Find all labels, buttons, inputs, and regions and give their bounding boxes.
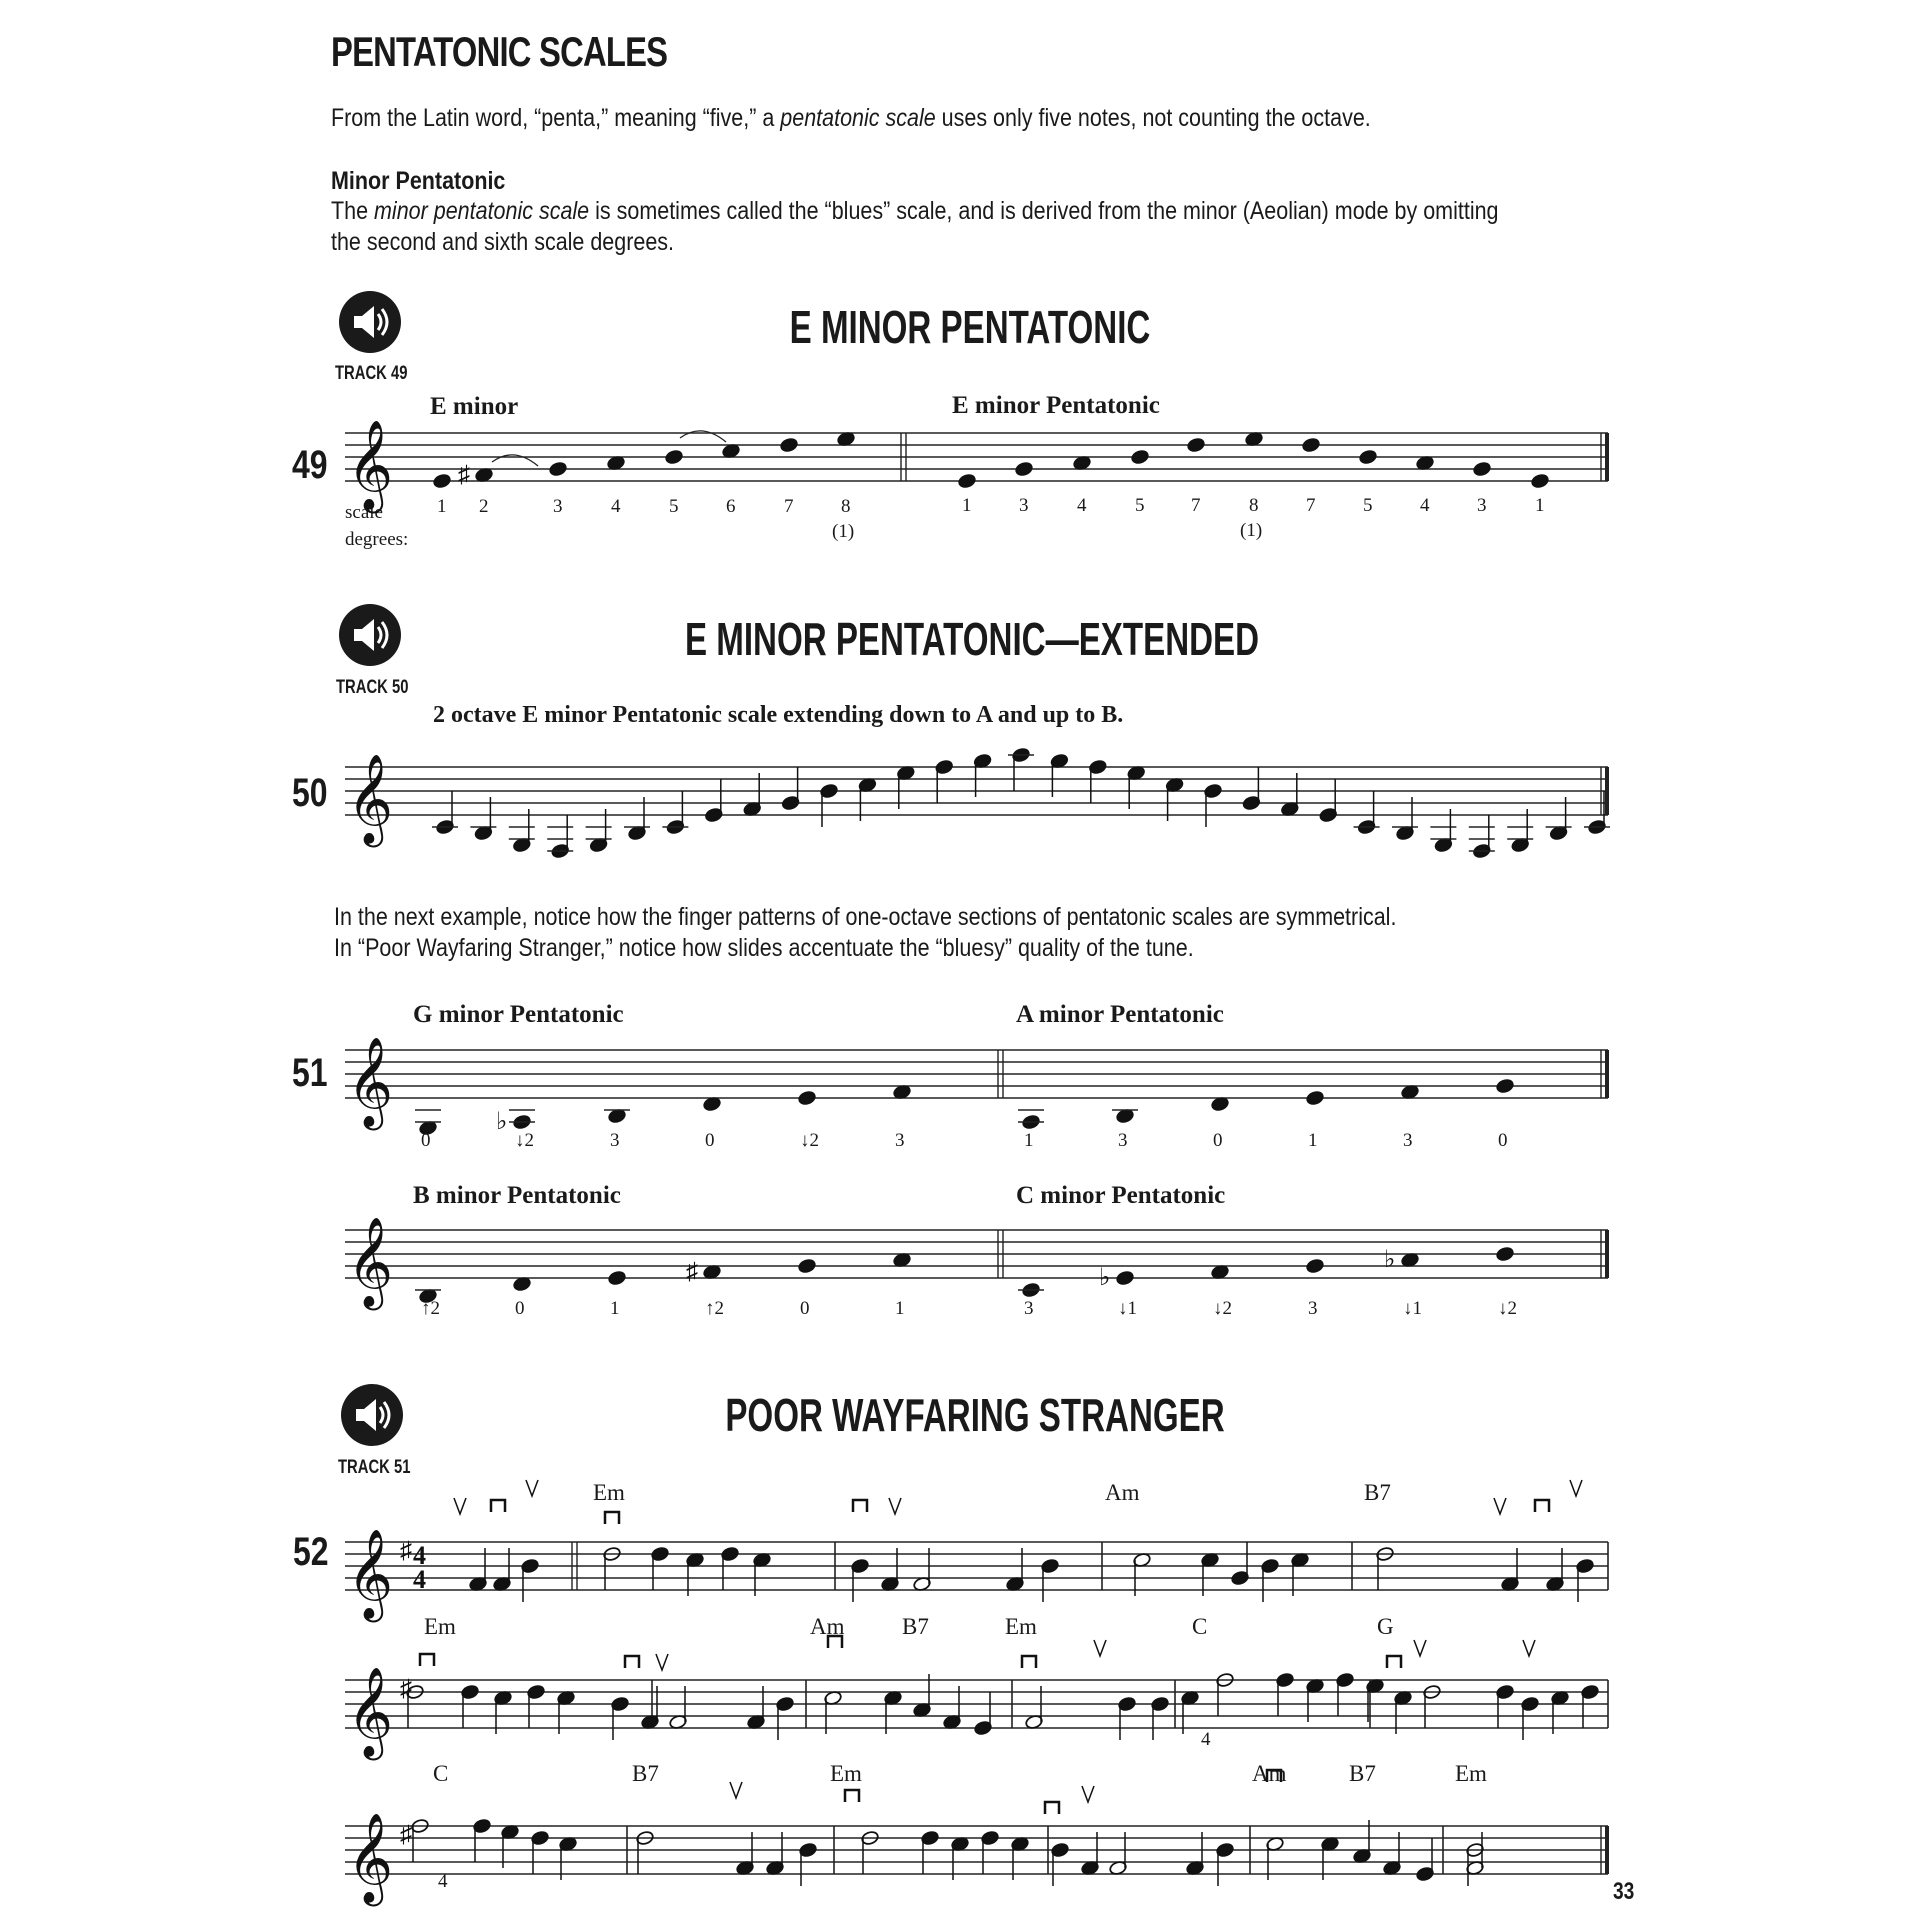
example-title-49: E MINOR PENTATONIC [789, 301, 1151, 353]
scale-degree: 2 [479, 496, 489, 517]
notehead [1131, 449, 1150, 465]
fingering-number: 1 [1024, 1130, 1034, 1151]
fingering-number: 3 [1118, 1130, 1128, 1151]
fingering-number: ↓2 [1498, 1298, 1517, 1319]
up-bow-mark [889, 1498, 901, 1514]
chord-symbol: B7 [632, 1761, 659, 1786]
chord-symbol: Em [830, 1761, 862, 1786]
fingering-number: 1 [1308, 1130, 1318, 1151]
scale-degree: 7 [784, 496, 794, 517]
chord-symbol: B7 [1364, 1480, 1391, 1505]
fingering-4-b: 4 [438, 1871, 448, 1892]
scale-degree: 1 [962, 495, 972, 516]
fingering-number: 3 [1024, 1298, 1034, 1319]
fingering-number: 0 [421, 1130, 431, 1151]
up-bow-mark [526, 1480, 538, 1496]
fingering-number: 0 [515, 1298, 525, 1319]
notehead [433, 473, 452, 489]
up-bow-mark [1570, 1480, 1582, 1496]
chord-symbol: Em [593, 1480, 625, 1505]
chord-symbol: Em [1005, 1614, 1037, 1639]
fingering-number: ↓2 [515, 1130, 534, 1151]
scale-word: scale [345, 502, 383, 523]
fingering-number: ↓1 [1118, 1298, 1137, 1319]
scale-degree: 6 [726, 496, 736, 517]
fingering-number: 0 [1213, 1130, 1223, 1151]
track-label-50: TRACK 50 [336, 677, 409, 698]
scale-degree: 8 [1249, 495, 1259, 516]
octave-mark-right: (1) [1240, 520, 1263, 541]
intro-text-a: From the Latin word, “penta,” meaning “five,” a [331, 104, 781, 132]
notehead [798, 1258, 817, 1274]
fingering-number: 1 [610, 1298, 620, 1319]
scale-label-b: B minor Pentatonic [413, 1182, 621, 1209]
page-number: 33 [1613, 1878, 1635, 1905]
notehead [1306, 1258, 1325, 1274]
example-number-49: 49 [292, 443, 328, 487]
middle-paragraph-2: In “Poor Wayfaring Stranger,” notice how slides accentuate the “bluesy” quality of the tune. [334, 934, 1194, 962]
octave-mark-left: (1) [832, 521, 855, 542]
key-signature-sharp: ♯ [400, 1538, 412, 1564]
down-bow-mark [1387, 1656, 1401, 1668]
fingering-number: 0 [800, 1298, 810, 1319]
scale-label-c: C minor Pentatonic [1016, 1182, 1226, 1209]
fingering-number: ↓2 [1213, 1298, 1232, 1319]
chord-symbol: G [1377, 1614, 1394, 1639]
fingering-number: ↓2 [800, 1130, 819, 1151]
final-barline [1605, 1050, 1609, 1098]
chord-symbol: Em [1455, 1761, 1487, 1786]
scale-degree: 1 [437, 496, 447, 517]
up-bow-mark [1094, 1640, 1106, 1656]
down-bow-mark [1045, 1802, 1059, 1814]
scale-degree: 4 [1420, 495, 1430, 516]
final-barline [1605, 1826, 1609, 1874]
fingering-4-a: 4 [1201, 1729, 1211, 1750]
treble-clef-icon: 𝄞 [347, 1668, 394, 1755]
time-signature: 4 [413, 1541, 426, 1570]
chord-symbol: Am [810, 1614, 845, 1639]
final-barline [1605, 1230, 1609, 1278]
notehead [1473, 461, 1492, 477]
treble-clef-icon: 𝄞 [347, 1218, 394, 1305]
scale-degree: 4 [611, 496, 621, 517]
down-bow-mark [625, 1656, 639, 1668]
chord-symbol: B7 [902, 1614, 929, 1639]
notehead [549, 461, 568, 477]
treble-clef-icon: 𝄞 [347, 1038, 394, 1125]
chord-symbol: C [433, 1761, 449, 1786]
minor-pentatonic-heading: Minor Pentatonic [331, 167, 506, 195]
speaker-icon-glyph [350, 615, 390, 655]
notehead [608, 1270, 627, 1286]
fingering-number: 3 [1403, 1130, 1413, 1151]
down-bow-mark [491, 1500, 505, 1512]
chord-symbol: Am [1252, 1761, 1287, 1786]
notehead [665, 449, 684, 465]
scale-label-a: A minor Pentatonic [1016, 1001, 1224, 1028]
fingering-number: 0 [1498, 1130, 1508, 1151]
notehead [1187, 437, 1206, 453]
up-bow-mark [1494, 1498, 1506, 1514]
notehead [1306, 1090, 1325, 1106]
intro-text-italic: pentatonic scale [780, 104, 936, 132]
example-number-50: 50 [292, 771, 328, 815]
chord-symbol: Am [1105, 1480, 1140, 1505]
fingering-number: 0 [705, 1130, 715, 1151]
up-bow-mark [454, 1498, 466, 1514]
scale-degree: 4 [1077, 495, 1087, 516]
scale-degree: 3 [1477, 495, 1487, 516]
example-caption-50: 2 octave E minor Pentatonic scale extending down to A and up to B. [433, 702, 1124, 728]
fingering-number: 3 [610, 1130, 620, 1151]
down-bow-mark [1022, 1656, 1036, 1668]
fingering-number: ↑2 [705, 1298, 724, 1319]
down-bow-mark [853, 1500, 867, 1512]
scale-degree: 5 [1363, 495, 1373, 516]
fingering-number: 1 [895, 1298, 905, 1319]
example-title-50: E MINOR PENTATONIC—EXTENDED [684, 613, 1260, 665]
scale-degree: 3 [1019, 495, 1029, 516]
fingering-number: ↑2 [421, 1298, 440, 1319]
minor-pentatonic-paragraph-2: the second and sixth scale degrees. [331, 228, 675, 256]
notehead [1496, 1078, 1515, 1094]
up-bow-mark [1523, 1640, 1535, 1656]
scale-degree: 7 [1191, 495, 1201, 516]
track-label-51: TRACK 51 [338, 1457, 411, 1478]
final-barline [1605, 767, 1609, 815]
speaker-icon[interactable] [341, 1384, 403, 1446]
mp-text-italic: minor pentatonic scale [374, 197, 590, 225]
accidental: ♭ [496, 1109, 508, 1135]
track-label-49: TRACK 49 [335, 363, 408, 384]
accidental: ♭ [1099, 1265, 1111, 1291]
up-bow-mark [730, 1782, 742, 1798]
key-signature-sharp: ♯ [400, 1676, 412, 1702]
accidental: ♯ [686, 1259, 698, 1285]
mp-text-b: is sometimes called the “blues” scale, and is derived from the minor (Aeolian) mode by omitting [589, 197, 1499, 225]
notehead [798, 1090, 817, 1106]
scale-degree: 5 [669, 496, 679, 517]
scale-degree: 1 [1535, 495, 1545, 516]
scale-degree: 3 [553, 496, 563, 517]
notehead [1531, 473, 1550, 489]
treble-clef-icon: 𝄞 [347, 1814, 394, 1901]
scale-label-e-minor-pentatonic: E minor Pentatonic [952, 392, 1160, 419]
notehead [1359, 449, 1378, 465]
up-bow-mark [1082, 1786, 1094, 1802]
chord-symbol: C [1192, 1614, 1208, 1639]
notehead [1015, 461, 1034, 477]
speaker-icon-glyph [352, 1395, 392, 1435]
notehead [1496, 1246, 1515, 1262]
example-number-52: 52 [293, 1530, 329, 1574]
up-bow-mark [656, 1654, 668, 1670]
accidental: ♭ [1384, 1247, 1396, 1273]
treble-clef-icon: 𝄞 [347, 755, 394, 842]
up-bow-mark [1414, 1640, 1426, 1656]
scale-degree: 5 [1135, 495, 1145, 516]
fingering-number: 3 [895, 1130, 905, 1151]
down-bow-mark [605, 1512, 619, 1524]
time-signature: 4 [413, 1565, 426, 1594]
treble-clef-icon: 𝄞 [347, 1530, 394, 1617]
down-bow-mark [845, 1790, 859, 1802]
down-bow-mark [1535, 1500, 1549, 1512]
scale-degree: 7 [1306, 495, 1316, 516]
middle-paragraph-1: In the next example, notice how the finger patterns of one-octave sections of pentatonic scales are symmetrical. [334, 903, 1397, 931]
mp-text-a: The [331, 197, 375, 225]
key-signature-sharp: ♯ [400, 1822, 412, 1848]
notehead [1116, 1270, 1135, 1286]
scale-label-e-minor: E minor [430, 393, 519, 420]
notehead [958, 473, 977, 489]
treble-clef-icon: 𝄞 [347, 421, 394, 508]
intro-text-b: uses only five notes, not counting the octave. [935, 104, 1371, 132]
page-title: PENTATONIC SCALES [331, 28, 668, 75]
notehead [780, 437, 799, 453]
fingering-number: 3 [1308, 1298, 1318, 1319]
down-bow-mark [420, 1654, 434, 1666]
notehead [1302, 437, 1321, 453]
fingering-number: ↓1 [1403, 1298, 1422, 1319]
final-barline [1605, 433, 1609, 481]
chord-symbol: Em [424, 1614, 456, 1639]
chord-symbol: B7 [1349, 1761, 1376, 1786]
scale-label-g: G minor Pentatonic [413, 1001, 624, 1028]
example-number-51: 51 [292, 1051, 328, 1095]
degrees-word: degrees: [345, 529, 409, 550]
speaker-icon[interactable] [339, 604, 401, 666]
accidental: ♯ [458, 462, 470, 488]
scale-degree: 8 [841, 496, 851, 517]
example-title-52: POOR WAYFARING STRANGER [725, 1389, 1225, 1441]
